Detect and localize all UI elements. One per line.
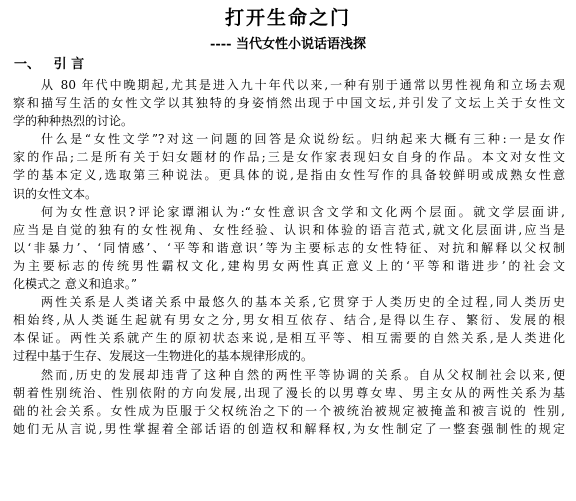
paragraph-line: 本保证。两性关系就产生的原初状态来说,是相互平等、相互需要的自然关系,是人类进化 — [13, 331, 565, 346]
document-subtitle: ---- 当代女性小说话语浅探 — [209, 37, 367, 52]
paragraph-line: 两性关系是人类诸关系中最悠久的基本关系,它贯穿于人类历史的全过程,同人类历史 — [41, 295, 565, 310]
paragraph-line: 化模式之 意义和追求。” — [13, 277, 137, 292]
paragraph-line: 识的女性文本。 — [13, 186, 98, 201]
paragraph-line: 相始终,从人类诞生起就有男女之分,男女相互依存、结合,是得以生存、繁衍、发展的根 — [13, 313, 565, 328]
document-title: 打开生命之门 — [224, 7, 351, 29]
paragraph-line: 为主要标志的传统男性霸权文化,建构男女两性真正意义上的‘平等和谐进步’的社会文 — [13, 258, 565, 273]
body-text — [13, 76, 565, 438]
paragraph-line: 过程中基于生存、发展这一生物进化的基本规律形成的。 — [13, 349, 314, 364]
paragraph-line: 何为女性意识?评论家谭湘认为:“女性意识含文学和文化两个层面。就文学层面讲, — [41, 204, 565, 219]
paragraph-line: 然而,历史的发展却违背了这种自然的两性平等协调的关系。自从父权制社会以来,便 — [41, 367, 565, 382]
paragraph-line: 察和描写生活的女性文学以其独特的身姿悄然出现于中国文坛,并引发了文坛上关于女性文 — [13, 96, 565, 111]
paragraph-line: 她们无从言说,男性掌握着全部话语的创造权和解释权,为女性制定了一整套强制性的规定 — [13, 421, 565, 436]
paragraph-line: 学的基本定义,选取第三种说法。更具体的说,是指由女性写作的具备较鲜明或成熟女性意 — [13, 168, 565, 183]
paragraph-line: 家的作品;二是所有关于妇女题材的作品;三是女作家表现妇女自身的作品。本文对女性文 — [13, 150, 565, 165]
paragraph-line: 什么是“女性文学”?对这一问题的回答是众说纷纭。归纳起来大概有三种:一是女作 — [41, 132, 565, 147]
paragraph-line: 础的社会关系。女性成为臣服于父权统治之下的一个被统治被规定被掩盖和被言说的 性别, — [13, 403, 565, 418]
paragraph-line: 应当是自觉的独有的女性视角、女性经验、认识和体验的语言范式,就文化层面讲,应当是 — [13, 222, 565, 237]
paragraph-line: 朝着性别统治、性别依附的方向发展,出现了漫长的以男尊女卑、男主女从的两性关系为基 — [13, 385, 565, 400]
paragraph-line: 从 80 年代中晚期起,尤其是进入九十年代以来,一种有别于通常以男性视角和立场去观 — [41, 78, 565, 92]
paragraph-line: 以‘非暴力’、‘同情感’、‘平等和谐意识’等为主要标志的女性特征、对抗和解释以父权制 — [13, 240, 565, 255]
section-heading: 一、 引 言 — [14, 57, 85, 72]
paragraph-line: 学的种种热烈的讨论。 — [13, 114, 134, 129]
